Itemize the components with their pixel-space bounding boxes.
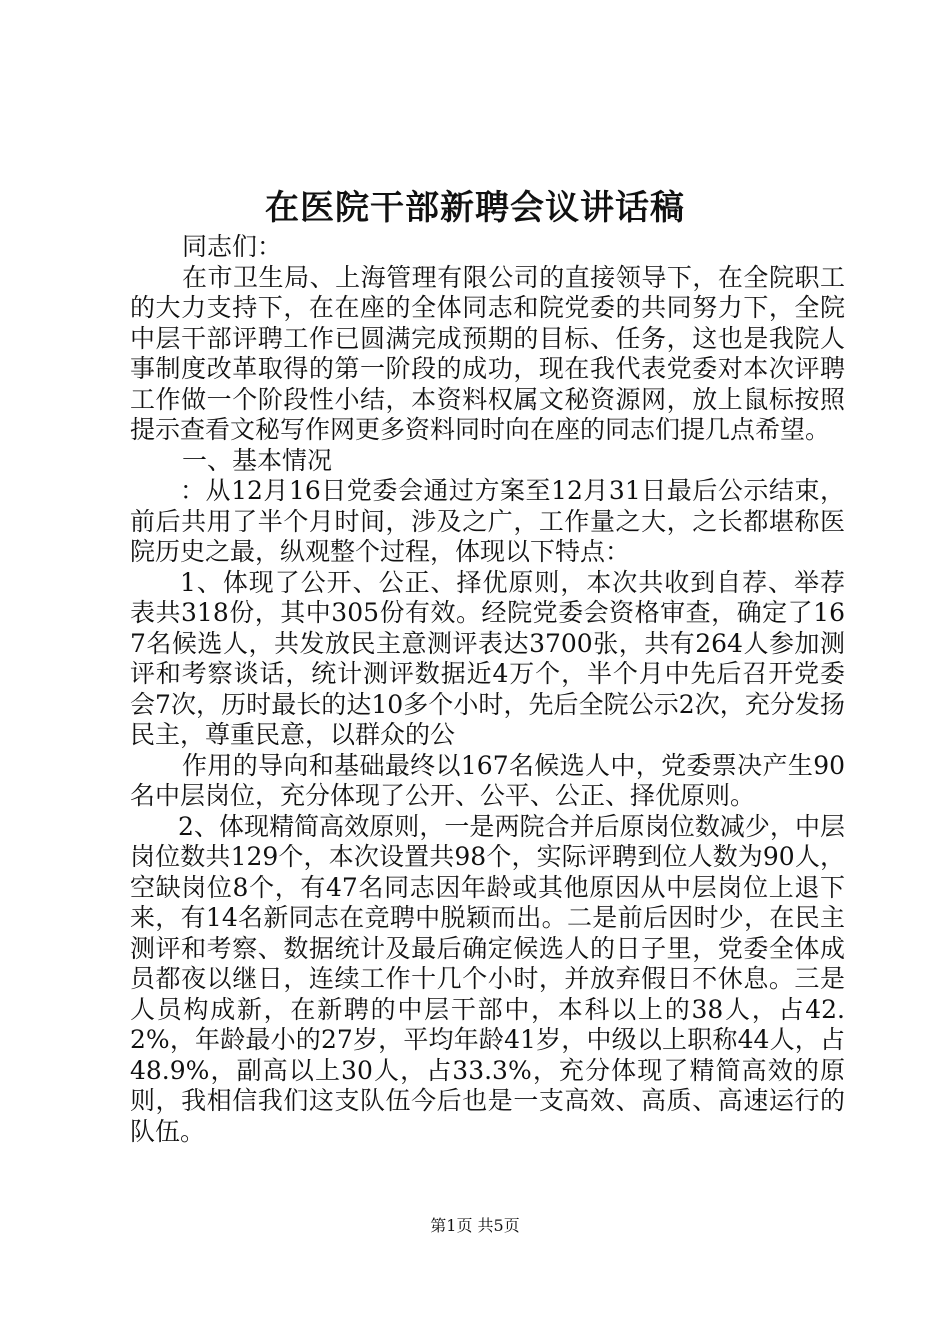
document-body — [130, 232, 845, 1147]
document-title: 在医院干部新聘会议讲话稿 — [265, 188, 685, 228]
paragraph: 在市卫生局、上海管理有限公司的直接领导下，在全院职工的大力支持下，在在座的全体同志和院党委的共同努力下，全院中层干部评聘工作已圆满完成预期的目标、任务，这也是我院人事制度改革取得的第一阶段的成功，现在我代表党委对本次评聘工作做一个阶段性小结，本资料权属文秘资源网，放上鼠标按照提示查看文秘写作网更多资料同时向在座的同志们提几点希望。 — [130, 262, 845, 444]
paragraph: 2、体现精简高效原则，一是两院合并后原岗位数减少，中层岗位数共129个，本次设置共98个，实际评聘到位人数为90人，空缺岗位8个，有47名同志因年龄或其他原因从中层岗位上退下来，有14名新同志在竞聘中脱颖而出。二是前后因时少，在民主测评和考察、数据统计及最后确定候选人的日子里，党委全体成员都夜以继日，连续工作十几个小时，并放弃假日不休息。三是人员构成新，在新聘的中层干部中，本科以上的38人，占42.2%，年龄最小的27岁，平均年龄41岁，中级以上职称44人，占48.9%，副高以上30人，占33.3%，充分体现了精简高效的原则，我相信我们这支队伍今后也是一支高效、高质、高速运行的队伍。 — [130, 811, 845, 1146]
paragraph: ：从12月16日党委会通过方案至12月31日最后公示结束，前后共用了半个月时间，涉及之广，工作量之大，之长都堪称医院历史之最，纵观整个过程，体现以下特点： — [130, 476, 845, 566]
paragraph: 1、体现了公开、公正、择优原则，本次共收到自荐、举荐表共318份，其中305份有效。经院党委会资格审查，确定了167名候选人，共发放民主意测评表达3700张，共有264人参加测评和考察谈话，统计测评数据近4万个，半个月中先后召开党委会7次，历时最长的达10多个小时，先后全院公示2次，充分发扬民主，尊重民意，以群众的公 — [130, 567, 845, 749]
paragraph: 作用的导向和基础最终以167名候选人中，党委票决产生90名中层岗位，充分体现了公开、公平、公正、择优原则。 — [130, 750, 845, 810]
page-footer: 第1页 共5页 — [430, 1216, 520, 1235]
paragraph: 一、基本情况 — [182, 445, 333, 475]
paragraph: 同志们： — [182, 232, 283, 261]
